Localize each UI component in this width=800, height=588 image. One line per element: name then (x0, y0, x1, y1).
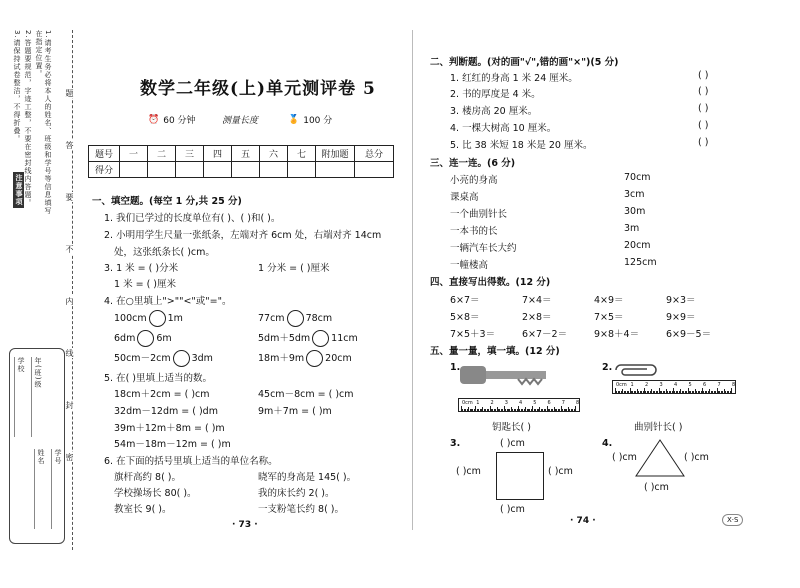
clip-length-answer[interactable]: 曲别针长( ) (634, 422, 683, 433)
score-cell[interactable] (355, 162, 394, 178)
seal-line (72, 30, 73, 550)
medal-icon: 🏅 (288, 114, 300, 125)
ruler-tick-label: 2 (490, 400, 494, 406)
match-right-item[interactable]: 20cm (624, 240, 651, 251)
square-shape (496, 452, 544, 500)
q2-line2: 处，这张纸条长( )cm。 (114, 247, 215, 258)
q1: 1. 我们已学过的长度单位有( )、( )和( )。 (104, 213, 281, 224)
ruler-tick-label: 4 (519, 400, 523, 406)
q5-item: 39m＋12m＋8m = ( )m (114, 423, 225, 434)
calc-item[interactable]: 9×9＝ (666, 312, 696, 323)
section-4-heading: 四、直接写出得数。(12 分) (430, 277, 551, 288)
match-right-item[interactable]: 125cm (624, 257, 657, 268)
score-cell[interactable] (204, 162, 232, 178)
measure-q3-number: 3. (450, 438, 461, 449)
q3-b: 1 米 = ( )厘米 (114, 279, 176, 290)
score-cell[interactable] (148, 162, 176, 178)
judge-item: 2. 书的厚度是 4 米。 (450, 89, 541, 100)
key-icon (458, 362, 558, 392)
q6-item: 学校操场长 80( )。 (114, 488, 197, 499)
match-left-item[interactable]: 一幢楼高 (450, 260, 489, 271)
subject-value: 测量长度 (222, 116, 259, 126)
triangle-right-answer[interactable]: ( )cm (684, 452, 709, 463)
section-2-heading: 二、判断题。(对的画"√",错的画"×")(5 分) (430, 57, 619, 68)
section-5-heading: 五、量一量，填一填。(12 分) (430, 346, 560, 357)
ruler-tick-label: 3 (504, 400, 508, 406)
compare-right: 78cm (305, 313, 333, 324)
judge-item: 4. 一棵大树高 10 厘米。 (450, 123, 557, 134)
student-info-panel (9, 348, 65, 544)
time-meta (148, 113, 196, 126)
score-header-cell: 二 (148, 146, 176, 162)
ruler-tick-label: 8 (576, 400, 580, 406)
ruler-tick (731, 388, 732, 393)
page-number-right: · 74 · (570, 516, 596, 526)
ruler-clip (612, 380, 736, 394)
score-value: 100 分 (303, 116, 333, 126)
notice-line-3: 3.请保持试卷整洁，不得折叠。 (13, 30, 21, 143)
clock-icon: ⏰ (148, 114, 160, 125)
notice-line-1: 1.请考生务必将本人的姓名、班级和学号等信息填写在指定位置。 (35, 30, 52, 215)
judge-answer[interactable]: ( ) (698, 86, 709, 97)
q4: 4. 在○里填上">""<"或"="。 (104, 296, 232, 307)
match-left-item[interactable]: 一个曲别针长 (450, 209, 508, 220)
page-divider (412, 30, 413, 530)
time-value: 60 分钟 (163, 116, 196, 126)
calc-item[interactable]: 9×3＝ (666, 295, 696, 306)
compare-item (258, 310, 332, 327)
ruler-tick-label: 5 (533, 400, 537, 406)
score-header-cell: 六 (260, 146, 288, 162)
match-right-item[interactable]: 3m (624, 223, 640, 234)
cut-mark-2: 答 (65, 141, 74, 149)
triangle-shape (634, 438, 686, 478)
cut-mark-4: 不 (65, 245, 74, 253)
q5-item: 9m＋7m = ( )m (258, 406, 332, 417)
match-right-item[interactable]: 3cm (624, 189, 645, 200)
ruler-tick (575, 406, 576, 411)
q2-line1: 2. 小明用学生尺量一张纸条，左端对齐 6cm 处，右端对齐 14cm (104, 230, 382, 241)
calc-item[interactable]: 4×9＝ (594, 295, 624, 306)
score-row-label: 得分 (89, 162, 120, 178)
page-title: 数学二年级(上)单元测评卷 5 (140, 79, 376, 99)
q3-a2: 1 分米 = ( )厘米 (258, 263, 330, 274)
score-table (88, 145, 394, 178)
q6-item: 我的床长约 2( )。 (258, 488, 335, 499)
score-cell[interactable] (260, 162, 288, 178)
score-header-cell: 总分 (355, 146, 394, 162)
judge-answer[interactable]: ( ) (698, 120, 709, 131)
match-left-item[interactable]: 一本书的长 (450, 226, 498, 237)
ruler-tick-label: 1 (630, 382, 634, 388)
cut-mark-3: 要 (65, 193, 74, 201)
cut-mark-5: 内 (65, 297, 74, 305)
match-left-item[interactable]: 小亮的身高 (450, 175, 498, 186)
judge-item: 1. 红红的身高 1 米 24 厘米。 (450, 73, 578, 84)
calc-item[interactable]: 7×4＝ (522, 295, 552, 306)
answer-circle[interactable] (173, 350, 190, 367)
answer-circle[interactable] (306, 350, 323, 367)
answer-circle[interactable] (287, 310, 304, 327)
notice-label: 注意事项 (15, 174, 23, 206)
ruler-tick-label: 2 (645, 382, 649, 388)
ruler-tick-label: 6 (547, 400, 551, 406)
judge-answer[interactable]: ( ) (698, 103, 709, 114)
square-right-answer[interactable]: ( )cm (548, 466, 573, 477)
match-left-item[interactable]: 一辆汽车长大约 (450, 243, 517, 254)
key-length-answer[interactable]: 钥匙长( ) (492, 422, 531, 433)
score-cell[interactable] (232, 162, 260, 178)
score-cell[interactable] (176, 162, 204, 178)
calc-item[interactable]: 7×5＝ (594, 312, 624, 323)
q5: 5. 在( )里填上适当的数。 (104, 373, 213, 384)
match-left-item[interactable]: 课桌高 (450, 192, 479, 203)
square-bottom-answer[interactable]: ( )cm (500, 504, 525, 515)
score-cell[interactable] (120, 162, 148, 178)
q5-item: 45cm－8cm = ( )cm (258, 389, 354, 400)
score-header-cell: 五 (232, 146, 260, 162)
score-header-cell: 一 (120, 146, 148, 162)
ruler-tick-label: 5 (688, 382, 692, 388)
section-3-heading: 三、连一连。(6 分) (430, 158, 516, 169)
cut-mark-1: 题 (65, 89, 74, 97)
field-class[interactable]: 年(班)级 (31, 357, 42, 437)
ruler-tick-label: 0cm (462, 400, 473, 406)
compare-item (258, 330, 358, 347)
page-number-left: · 73 · (232, 520, 258, 530)
score-cell[interactable] (288, 162, 316, 178)
paperclip-icon (612, 362, 658, 378)
score-header-cell: 七 (288, 146, 316, 162)
judge-item: 3. 楼房高 20 厘米。 (450, 106, 538, 117)
triangle-bottom-answer[interactable]: ( )cm (644, 482, 669, 493)
score-table-header (89, 146, 394, 162)
compare-right: 20cm (325, 353, 352, 364)
field-name[interactable]: 姓名 (34, 449, 45, 529)
cut-mark-8: 密 (65, 453, 74, 461)
field-school[interactable]: 学校 (14, 357, 25, 437)
ruler-tick-label: 1 (476, 400, 480, 406)
ruler-key (458, 398, 580, 412)
score-table-row (89, 162, 394, 178)
compare-left: 5dm＋5dm (258, 333, 311, 344)
compare-item (114, 350, 213, 367)
q6-item: 晓军的身高是 145( )。 (258, 472, 357, 483)
q5-item: 32dm－12dm = ( )dm (114, 406, 218, 417)
score-cell[interactable] (316, 162, 355, 178)
score-header-cell: 四 (204, 146, 232, 162)
q6-item: 旗杆高约 8( )。 (114, 472, 181, 483)
measure-q2-number: 2. (602, 362, 613, 373)
calc-item[interactable]: 5×8＝ (450, 312, 480, 323)
q6-item: 一支粉笔长约 8( )。 (258, 504, 344, 515)
compare-left: 100cm (114, 313, 147, 324)
compare-item (114, 310, 183, 327)
triangle-left-answer[interactable]: ( )cm (612, 452, 637, 463)
compare-left: 18m＋9m (258, 353, 305, 364)
ruler-tick-label: 3 (659, 382, 663, 388)
score-header-cell: 三 (176, 146, 204, 162)
match-right-item[interactable]: 70cm (624, 172, 651, 183)
square-left-answer[interactable]: ( )cm (456, 466, 481, 477)
answer-circle[interactable] (312, 330, 329, 347)
judge-answer[interactable]: ( ) (698, 137, 709, 148)
ruler-tick-label: 4 (674, 382, 678, 388)
calc-item[interactable]: 6×9－5＝ (666, 329, 712, 340)
compare-right: 3dm (191, 353, 213, 364)
ruler-tick-label: 7 (717, 382, 721, 388)
q5-item: 54m－18m－12m = ( )m (114, 439, 231, 450)
ruler-tick-label: 0cm (616, 382, 627, 388)
subject-meta (222, 113, 258, 126)
compare-right: 1m (167, 313, 183, 324)
judge-answer[interactable]: ( ) (698, 70, 709, 81)
calc-item[interactable]: 6×7＝ (450, 295, 480, 306)
q5-item: 18cm＋2cm = ( )cm (114, 389, 210, 400)
score-meta (288, 113, 332, 126)
field-id[interactable]: 学号 (51, 449, 62, 529)
judge-item: 5. 比 38 米短 18 米是 20 厘米。 (450, 140, 593, 151)
answer-circle[interactable] (149, 310, 166, 327)
cut-mark-6: 线 (65, 349, 74, 357)
square-top-answer[interactable]: ( )cm (500, 438, 525, 449)
ruler-tick-label: 7 (561, 400, 565, 406)
compare-right: 11cm (331, 333, 358, 344)
score-header-cell: 题号 (89, 146, 120, 162)
match-right-item[interactable]: 30m (624, 206, 646, 217)
ruler-tick-label: 8 (732, 382, 736, 388)
compare-left: 77cm (258, 313, 285, 324)
q3-a1: 3. 1 米 = ( )分米 (104, 263, 179, 274)
notice-line-2: 2.答题要规范，字迹工整，不要在密封线内答题。 (24, 30, 32, 207)
compare-left: 6dm (114, 333, 136, 344)
ruler-tick-label: 6 (703, 382, 707, 388)
measure-q4-number: 4. (602, 438, 613, 449)
cut-mark-7: 封 (65, 401, 74, 409)
section-1-heading: 一、填空题。(每空 1 分,共 25 分) (92, 196, 242, 207)
compare-right: 6m (156, 333, 172, 344)
score-header-cell: 附加题 (316, 146, 355, 162)
q6-item: 教室长 9( )。 (114, 504, 172, 515)
calc-item[interactable]: 2×8＝ (522, 312, 552, 323)
q6: 6. 在下面的括号里填上适当的单位名称。 (104, 456, 278, 467)
compare-item (258, 350, 352, 367)
corner-code: X·S (722, 514, 743, 526)
answer-circle[interactable] (137, 330, 154, 347)
calc-item[interactable]: 9×8＋4＝ (594, 329, 640, 340)
compare-left: 50cm－2cm (114, 353, 171, 364)
calc-item[interactable]: 7×5＋3＝ (450, 329, 496, 340)
compare-item (114, 330, 172, 347)
measure-q1-number: 1. (450, 362, 461, 373)
calc-item[interactable]: 6×7－2＝ (522, 329, 568, 340)
